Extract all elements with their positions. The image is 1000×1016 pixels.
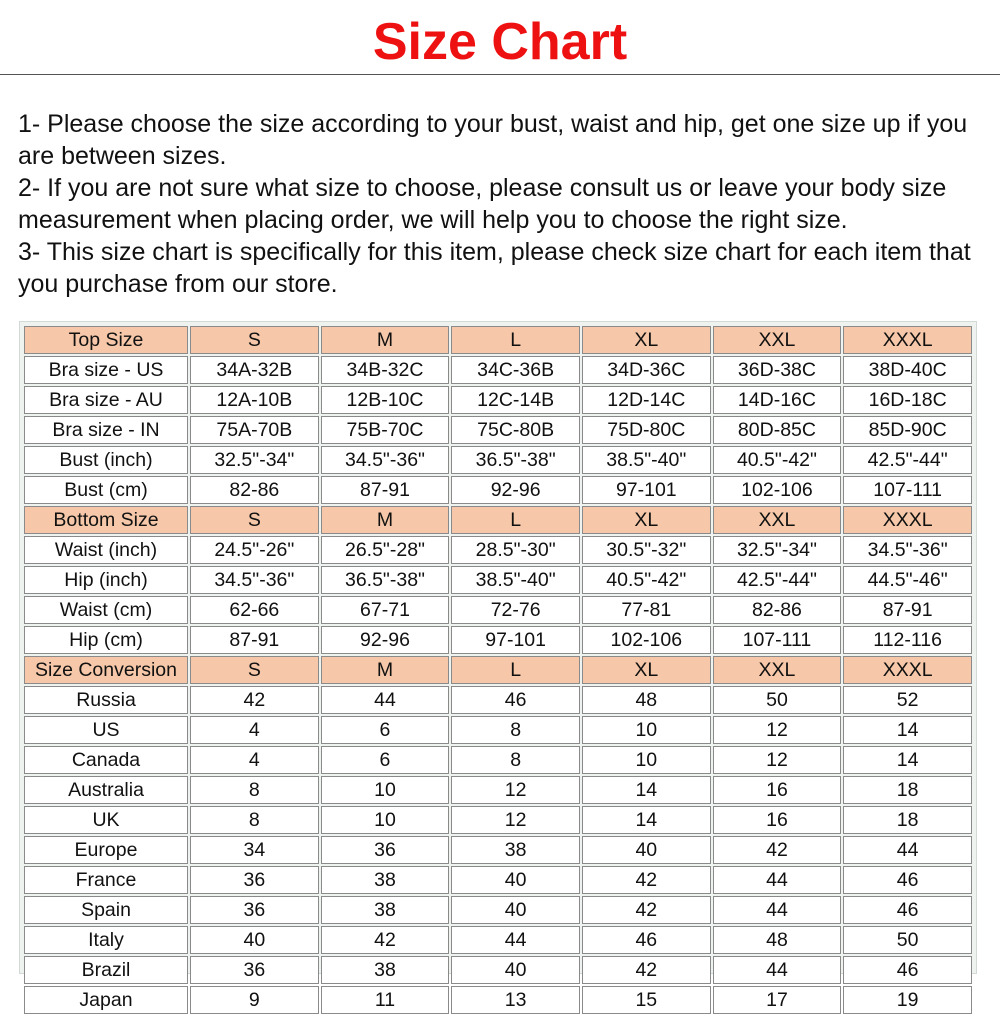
table-cell: 28.5"-30": [451, 536, 580, 564]
row-label: Bust (cm): [24, 476, 188, 504]
table-row: [24, 746, 972, 774]
table-cell: 75C-80B: [451, 416, 580, 444]
table-cell: 50: [843, 926, 972, 954]
table-section-header-row: [24, 656, 972, 684]
table-cell: 16: [713, 806, 842, 834]
row-label: Bra size - US: [24, 356, 188, 384]
table-cell: 42: [582, 866, 711, 894]
table-cell: 36: [190, 896, 319, 924]
table-cell: 82-86: [190, 476, 319, 504]
table-cell: 12: [713, 716, 842, 744]
table-cell: 36: [321, 836, 450, 864]
table-cell: 12D-14C: [582, 386, 711, 414]
table-cell: 44: [451, 926, 580, 954]
table-cell: 42: [582, 956, 711, 984]
table-row: [24, 956, 972, 984]
table-cell: 16D-18C: [843, 386, 972, 414]
table-cell: 38: [321, 956, 450, 984]
table-cell: 48: [713, 926, 842, 954]
table-cell: 44: [713, 956, 842, 984]
table-cell: 46: [582, 926, 711, 954]
table-cell: 24.5"-26": [190, 536, 319, 564]
table-row: [24, 536, 972, 564]
table-row: [24, 776, 972, 804]
table-cell: 16: [713, 776, 842, 804]
size-column-header: M: [321, 326, 450, 354]
table-cell: 75B-70C: [321, 416, 450, 444]
table-cell: 13: [451, 986, 580, 1014]
size-column-header: XXL: [713, 506, 842, 534]
table-cell: 42: [713, 836, 842, 864]
table-cell: 44: [713, 866, 842, 894]
size-column-header: L: [451, 326, 580, 354]
table-cell: 40: [451, 866, 580, 894]
table-cell: 40: [582, 836, 711, 864]
table-cell: 40: [451, 956, 580, 984]
table-cell: 14: [582, 806, 711, 834]
size-column-header: XXXL: [843, 656, 972, 684]
table-cell: 14D-16C: [713, 386, 842, 414]
row-label: US: [24, 716, 188, 744]
section-header-label: Bottom Size: [24, 506, 188, 534]
instruction-3: 3- This size chart is specifically for this item, please check size chart for each item that you purchase from our store.: [18, 238, 971, 298]
section-header-label: Top Size: [24, 326, 188, 354]
table-cell: 50: [713, 686, 842, 714]
row-label: Europe: [24, 836, 188, 864]
table-cell: 18: [843, 806, 972, 834]
row-label: Canada: [24, 746, 188, 774]
table-cell: 6: [321, 716, 450, 744]
table-cell: 10: [582, 716, 711, 744]
table-cell: 12: [451, 776, 580, 804]
table-row: [24, 806, 972, 834]
table-cell: 46: [843, 866, 972, 894]
table-row: [24, 416, 972, 444]
table-cell: 67-71: [321, 596, 450, 624]
table-cell: 26.5"-28": [321, 536, 450, 564]
table-cell: 12B-10C: [321, 386, 450, 414]
table-cell: 14: [582, 776, 711, 804]
table-cell: 6: [321, 746, 450, 774]
table-cell: 44.5"-46": [843, 566, 972, 594]
table-cell: 10: [321, 776, 450, 804]
row-label: Australia: [24, 776, 188, 804]
table-cell: 46: [843, 956, 972, 984]
table-row: [24, 356, 972, 384]
table-row: [24, 566, 972, 594]
table-cell: 14: [843, 746, 972, 774]
table-cell: 40: [451, 896, 580, 924]
table-cell: 9: [190, 986, 319, 1014]
table-cell: 92-96: [321, 626, 450, 654]
title-divider: [0, 74, 1000, 75]
table-cell: 42.5"-44": [843, 446, 972, 474]
table-cell: 80D-85C: [713, 416, 842, 444]
table-row: [24, 476, 972, 504]
table-cell: 30.5"-32": [582, 536, 711, 564]
page-title: Size Chart: [372, 13, 628, 71]
table-cell: 17: [713, 986, 842, 1014]
table-cell: 32.5"-34": [713, 536, 842, 564]
table-row: [24, 626, 972, 654]
table-cell: 18: [843, 776, 972, 804]
table-cell: 12C-14B: [451, 386, 580, 414]
table-row: [24, 926, 972, 954]
size-column-header: S: [190, 656, 319, 684]
instructions: [18, 108, 993, 300]
table-cell: 38: [321, 896, 450, 924]
table-cell: 8: [190, 776, 319, 804]
table-cell: 4: [190, 746, 319, 774]
table-cell: 44: [713, 896, 842, 924]
table-cell: 112-116: [843, 626, 972, 654]
table-cell: 19: [843, 986, 972, 1014]
table-cell: 87-91: [190, 626, 319, 654]
table-cell: 44: [321, 686, 450, 714]
size-column-header: M: [321, 656, 450, 684]
table-cell: 14: [843, 716, 972, 744]
table-cell: 42: [321, 926, 450, 954]
size-column-header: XL: [582, 326, 711, 354]
table-cell: 36: [190, 866, 319, 894]
table-cell: 10: [582, 746, 711, 774]
table-cell: 87-91: [321, 476, 450, 504]
size-column-header: XXL: [713, 656, 842, 684]
table-cell: 8: [190, 806, 319, 834]
table-cell: 34.5"-36": [190, 566, 319, 594]
table-cell: 102-106: [582, 626, 711, 654]
size-column-header: S: [190, 506, 319, 534]
table-cell: 12A-10B: [190, 386, 319, 414]
table-cell: 82-86: [713, 596, 842, 624]
size-column-header: XL: [582, 506, 711, 534]
table-cell: 40.5"-42": [582, 566, 711, 594]
table-cell: 107-111: [713, 626, 842, 654]
size-column-header: XL: [582, 656, 711, 684]
table-cell: 34.5"-36": [843, 536, 972, 564]
table-cell: 92-96: [451, 476, 580, 504]
table-row: [24, 716, 972, 744]
table-cell: 8: [451, 716, 580, 744]
row-label: Brazil: [24, 956, 188, 984]
size-column-header: M: [321, 506, 450, 534]
table-cell: 34: [190, 836, 319, 864]
section-header-label: Size Conversion: [24, 656, 188, 684]
table-cell: 32.5"-34": [190, 446, 319, 474]
table-cell: 77-81: [582, 596, 711, 624]
table-cell: 38: [321, 866, 450, 894]
size-column-header: XXXL: [843, 506, 972, 534]
table-cell: 12: [451, 806, 580, 834]
table-cell: 10: [321, 806, 450, 834]
size-column-header: L: [451, 656, 580, 684]
table-cell: 75A-70B: [190, 416, 319, 444]
table-cell: 42: [582, 896, 711, 924]
table-cell: 34C-36B: [451, 356, 580, 384]
table-cell: 46: [843, 896, 972, 924]
table-cell: 34.5"-36": [321, 446, 450, 474]
table-section-header-row: [24, 326, 972, 354]
table-cell: 12: [713, 746, 842, 774]
table-cell: 36: [190, 956, 319, 984]
size-column-header: S: [190, 326, 319, 354]
instruction-1: 1- Please choose the size according to your bust, waist and hip, get one size up if you are between sizes.: [18, 110, 968, 170]
table-cell: 38D-40C: [843, 356, 972, 384]
table-cell: 85D-90C: [843, 416, 972, 444]
table-cell: 8: [451, 746, 580, 774]
size-chart-table-body: [24, 326, 972, 1014]
table-row: [24, 386, 972, 414]
table-cell: 34D-36C: [582, 356, 711, 384]
table-cell: 107-111: [843, 476, 972, 504]
table-cell: 34A-32B: [190, 356, 319, 384]
table-row: [24, 446, 972, 474]
table-cell: 38.5"-40": [451, 566, 580, 594]
table-cell: 97-101: [451, 626, 580, 654]
table-cell: 40: [190, 926, 319, 954]
table-row: [24, 596, 972, 624]
row-label: Hip (cm): [24, 626, 188, 654]
row-label: Hip (inch): [24, 566, 188, 594]
table-cell: 34B-32C: [321, 356, 450, 384]
size-chart-table: [22, 324, 974, 1016]
table-cell: 36D-38C: [713, 356, 842, 384]
table-row: [24, 896, 972, 924]
table-cell: 48: [582, 686, 711, 714]
table-cell: 62-66: [190, 596, 319, 624]
size-column-header: XXXL: [843, 326, 972, 354]
table-cell: 42.5"-44": [713, 566, 842, 594]
row-label: Bra size - IN: [24, 416, 188, 444]
table-cell: 52: [843, 686, 972, 714]
table-cell: 97-101: [582, 476, 711, 504]
table-cell: 72-76: [451, 596, 580, 624]
size-column-header: L: [451, 506, 580, 534]
row-label: Bust (inch): [24, 446, 188, 474]
row-label: Italy: [24, 926, 188, 954]
row-label: UK: [24, 806, 188, 834]
size-column-header: XXL: [713, 326, 842, 354]
row-label: Waist (cm): [24, 596, 188, 624]
table-cell: 102-106: [713, 476, 842, 504]
table-cell: 40.5"-42": [713, 446, 842, 474]
row-label: Bra size - AU: [24, 386, 188, 414]
row-label: Waist (inch): [24, 536, 188, 564]
row-label: Russia: [24, 686, 188, 714]
table-section-header-row: [24, 506, 972, 534]
table-cell: 11: [321, 986, 450, 1014]
table-cell: 4: [190, 716, 319, 744]
table-cell: 38: [451, 836, 580, 864]
table-cell: 75D-80C: [582, 416, 711, 444]
row-label: Spain: [24, 896, 188, 924]
table-row: [24, 986, 972, 1014]
table-cell: 15: [582, 986, 711, 1014]
table-cell: 44: [843, 836, 972, 864]
table-row: [24, 866, 972, 894]
table-row: [24, 686, 972, 714]
table-cell: 42: [190, 686, 319, 714]
table-row: [24, 836, 972, 864]
size-chart-table-container: [19, 321, 977, 1011]
row-label: France: [24, 866, 188, 894]
table-cell: 46: [451, 686, 580, 714]
instruction-2: 2- If you are not sure what size to choose, please consult us or leave your body size measurement when placing order, we will help you to choose the right size.: [18, 174, 947, 234]
table-cell: 36.5"-38": [451, 446, 580, 474]
table-cell: 87-91: [843, 596, 972, 624]
table-cell: 36.5"-38": [321, 566, 450, 594]
table-cell: 38.5"-40": [582, 446, 711, 474]
row-label: Japan: [24, 986, 188, 1014]
